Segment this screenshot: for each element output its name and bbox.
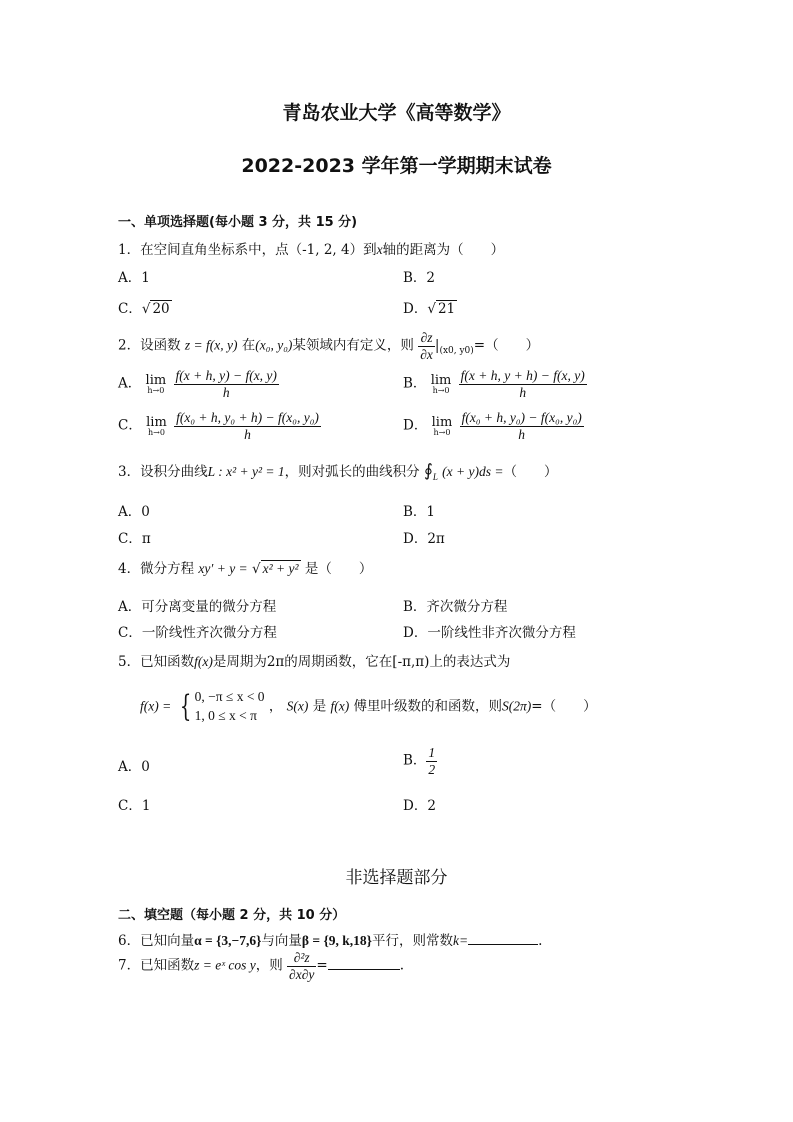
q3-option-d: D．2π (403, 531, 445, 547)
q1-option-d: D．√ 21 (403, 301, 456, 317)
q4-option-b: B．齐次微分方程 (403, 599, 508, 615)
q4-option-a: A．可分离变量的微分方程 (118, 599, 277, 615)
section1-heading: 一、单项选择题(每小题 3 分，共 15 分) (118, 215, 358, 230)
q3-option-c: C．π (118, 531, 151, 547)
q5-option-a: A．0 (118, 759, 150, 775)
q4-option-c: C．一阶线性齐次微分方程 (118, 625, 277, 641)
q1-option-b: B．2 (403, 270, 436, 286)
q5-stem: 5．已知函数f(x)是周期为2π的周期函数，它在[-π,π)上的表达式为 (118, 654, 511, 670)
q6-answer-blank[interactable] (468, 932, 538, 945)
q1-option-c: C．√ 20 (118, 301, 170, 317)
doc-subtitle: 2022-2023 学年第一学期期末试卷 (241, 155, 552, 177)
q3-option-a: A．0 (118, 504, 150, 520)
section2-heading: 二、填空题（每小题 2 分，共 10 分） (118, 908, 346, 923)
q7-answer-blank[interactable] (328, 957, 400, 970)
q5-option-c: C．1 (118, 798, 151, 814)
q3-option-b: B．1 (403, 504, 436, 520)
q5-definition: f(x) = { 0, −π ≤ x < 0 1, 0 ≤ x < π ， S(x) 是 f(x) 傅里叶级数的和函数，则S(2π)=（ ） (140, 688, 597, 724)
q3-stem: 3．设积分曲线L : x² + y² = 1，则对弧长的曲线积分 $∮_L$ (x + y)ds =（ ） (118, 461, 558, 482)
q7-stem: 7．已知函数z = eˣ cos y，则 $\frac{\text{∂²z}}{\partial x\partial y}$ = . (118, 950, 404, 982)
q2-option-d: D． lim h→0 $\frac{\text{f(x₀ + h, y₀) − f(x₀, y₀)}}{h}$ (403, 410, 582, 442)
q4-option-d: D．一阶线性非齐次微分方程 (403, 625, 576, 641)
contour-integral-icon: ∮ (423, 461, 433, 481)
q1-stem: 1．在空间直角坐标系中，点（-1, 2, 4）到x轴的距离为（ ） (118, 242, 505, 258)
q2-option-b: B． lim h→0 $\frac{f(x + h, y + h) - f(x, y)}{h}$ (403, 368, 585, 400)
q5-option-b: B． $\frac{1}{2}$ (403, 745, 436, 777)
left-brace-icon: { (179, 688, 191, 724)
part2-title: 非选择题部分 (345, 868, 448, 888)
q6-stem: 6．已知向量α = {3,−7,6}与向量β = {9, k,18}平行，则常数k= . (118, 933, 543, 949)
q5-option-d: D．2 (403, 798, 436, 814)
q4-stem: 4．微分方程 xy′ + y = √ x² + y² 是（ ） (118, 561, 373, 577)
q2-option-a: A． lim h→0 $\frac{f(x + h, y) - f(x, y)}{h}$ (118, 368, 277, 400)
doc-title: 青岛农业大学《高等数学》 (282, 102, 511, 124)
q1-option-a: A．1 (118, 270, 150, 286)
q2-stem: 2．设函数 z = f(x, y) 在(x₀, y₀)某领域内有定义，则 $\frac{\partial z}{\partial x}$ $|_{(x0, y0)}=$（ ） (118, 330, 540, 362)
q2-option-c: C． lim h→0 $\frac{\text{f(x₀ + h, y₀ + h) − f(x₀, y₀)}}{h}$ (118, 410, 319, 442)
